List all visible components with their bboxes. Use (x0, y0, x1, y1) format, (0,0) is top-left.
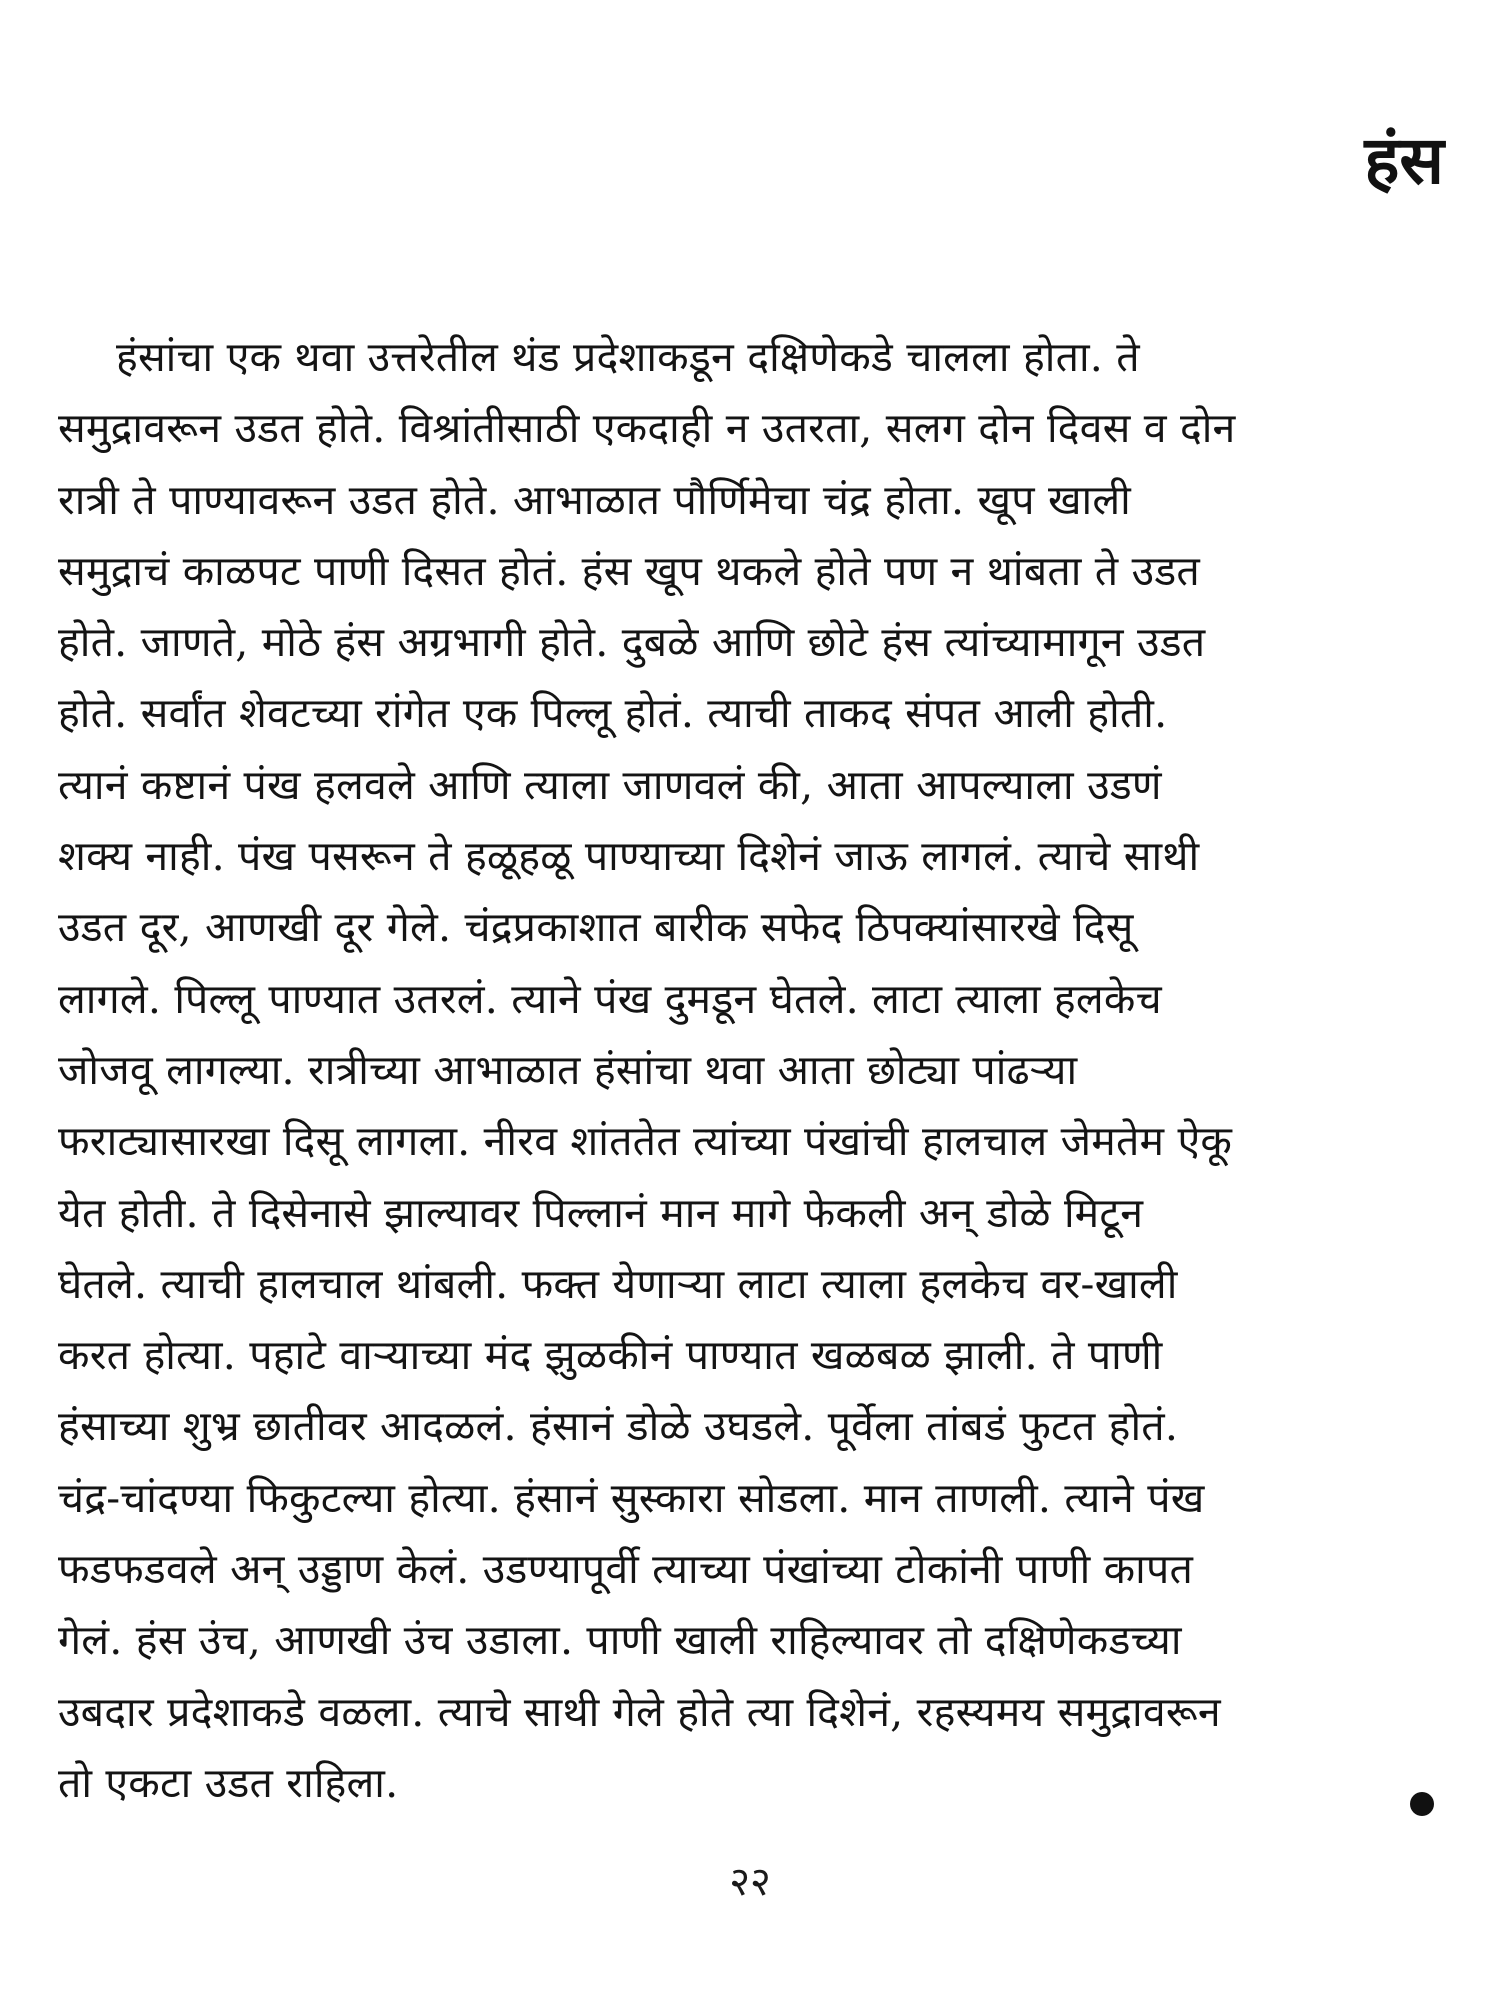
paragraph-line: करत होत्या. पहाटे वाऱ्याच्या मंद झुळकीनं पाण्यात खळबळ झाली. ते पाणी (58, 1331, 1163, 1380)
paragraph-line: येत होती. ते दिसेनासे झाल्यावर पिल्लानं मान मागे फेकली अन् डोळे मिटून (58, 1188, 1144, 1237)
paragraph-line: उडत दूर, आणखी दूर गेले. चंद्रप्रकाशात बारीक सफेद ठिपक्यांसारखे दिसू (58, 903, 1134, 952)
paragraph-line: होते. जाणते, मोठे हंस अग्रभागी होते. दुबळे आणि छोटे हंस त्यांच्यामागून उडत (58, 618, 1206, 667)
paragraph-line: रात्री ते पाण्यावरून उडत होते. आभाळात पौर्णिमेचा चंद्र होता. खूप खाली (58, 475, 1131, 524)
paragraph-line: गेलं. हंस उंच, आणखी उंच उडाला. पाणी खाली राहिल्यावर तो दक्षिणेकडच्या (58, 1616, 1182, 1665)
page-number: २२ (729, 1859, 771, 1905)
paragraph-line: त्यानं कष्टानं पंख हलवले आणि त्याला जाणवलं की, आता आपल्याला उडणं (58, 760, 1162, 809)
paragraph-line: होते. सर्वांत शेवटच्या रांगेत एक पिल्लू होतं. त्याची ताकद संपत आली होती. (58, 689, 1168, 738)
paragraph-line: शक्य नाही. पंख पसरून ते हळूहळू पाण्याच्या दिशेनं जाऊ लागलं. त्याचे साथी (58, 832, 1200, 881)
paragraph-line: घेतले. त्याची हालचाल थांबली. फक्त येणाऱ्या लाटा त्याला हलकेच वर-खाली (58, 1259, 1178, 1308)
paragraph-line: हंसाच्या शुभ्र छातीवर आदळलं. हंसानं डोळे उघडले. पूर्वेला तांबडं फुटत होतं. (58, 1402, 1179, 1451)
paragraph-line: फराट्यासारखा दिसू लागला. नीरव शांततेत त्यांच्या पंखांची हालचाल जेमतेम ऐकू (58, 1117, 1233, 1166)
story-paragraph (58, 322, 1448, 1819)
paragraph-line: तो एकटा उडत राहिला. (58, 1758, 399, 1807)
chapter-title: हंस (1364, 122, 1444, 199)
paragraph-line: समुद्राचं काळपट पाणी दिसत होतं. हंस खूप थकले होते पण न थांबता ते उडत (58, 546, 1200, 595)
paragraph-line: फडफडवले अन् उड्डाण केलं. उडण्यापूर्वी त्याच्या पंखांच्या टोकांनी पाणी कापत (58, 1545, 1194, 1594)
paragraph-line: चंद्र-चांदण्या फिकुटल्या होत्या. हंसानं सुस्कारा सोडला. मान ताणली. त्याने पंख (58, 1473, 1205, 1522)
paragraph-line: लागले. पिल्लू पाण्यात उतरलं. त्याने पंख दुमडून घेतले. लाटा त्याला हलकेच (58, 974, 1162, 1023)
paragraph-line: हंसांचा एक थवा उत्तरेतील थंड प्रदेशाकडून दक्षिणेकडे चालला होता. ते (116, 333, 1140, 381)
end-of-story-bullet-icon (1410, 1792, 1434, 1816)
paragraph-line: जोजवू लागल्या. रात्रीच्या आभाळात हंसांचा थवा आता छोट्या पांढऱ्या (58, 1045, 1078, 1094)
paragraph-line: उबदार प्रदेशाकडे वळला. त्याचे साथी गेले होते त्या दिशेनं, रहस्यमय समुद्रावरून (58, 1687, 1221, 1736)
paragraph-line: समुद्रावरून उडत होते. विश्रांतीसाठी एकदाही न उतरता, सलग दोन दिवस व दोन (58, 404, 1236, 453)
